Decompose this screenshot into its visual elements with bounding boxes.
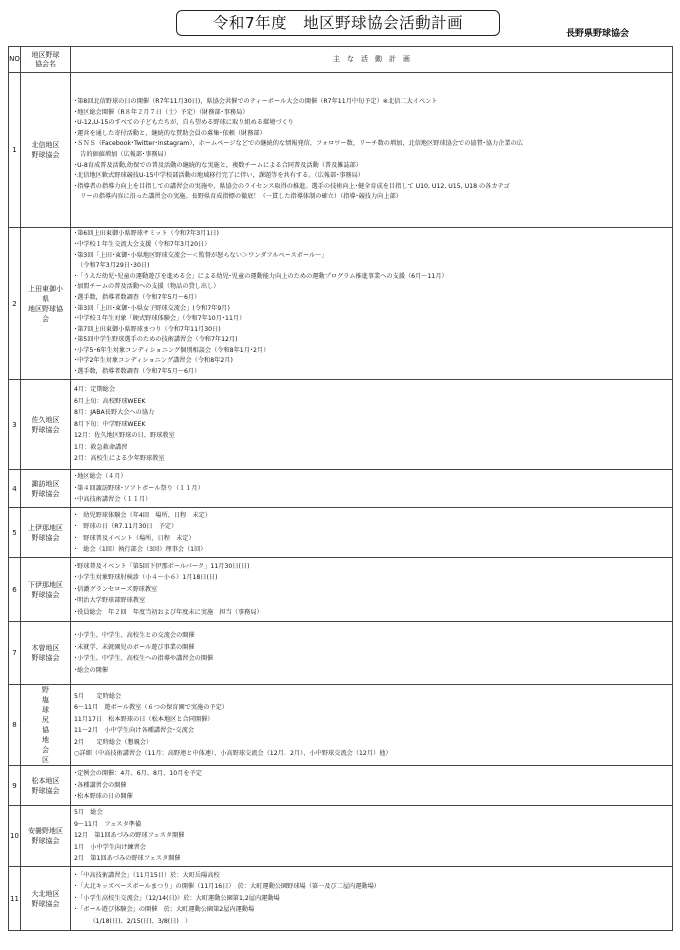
plan-line: 11～2月 小中学生向け各種講習会･交流会 — [74, 727, 195, 734]
plan-line: 告的価値増加（広報部･事務局） — [74, 151, 170, 158]
table-row — [9, 470, 673, 508]
plan-line: ･ＳＮＳ（Facebook･Twitter･Instagram），ホームページなどでの継続的な情報発信，フォロワー数，リーチ数の増加，北信地区野球協会での協賛･協力企業の広 — [74, 140, 523, 148]
activity-plan-cell — [71, 558, 673, 622]
plan-line: ･中学校３年生対象「硬式野球体験会」（令和7年10月･11月） — [74, 315, 246, 323]
table-row — [9, 508, 673, 558]
region-name: 上田東御小 県 地区野球協 会 — [21, 228, 71, 380]
table-row — [9, 558, 673, 622]
row-number: 8 — [9, 685, 21, 766]
activity-plan-cell — [71, 806, 673, 867]
plan-line: 2月 第1回あづみの野球フェスタ開催 — [74, 855, 181, 863]
plan-line: ･ 野球の日（R7.11月30日 予定） — [74, 523, 178, 530]
activity-plan-cell — [71, 766, 673, 806]
table-row — [9, 380, 673, 470]
plan-line: ･「ボール遊び体験会」の開催 於；大町運動公園第2屋内運動場 — [74, 906, 255, 914]
document-title: 令和7年度 地区野球協会活動計画 — [176, 10, 500, 36]
row-number: 7 — [9, 622, 21, 685]
plan-line: ･「うえだ幼児･児童の運動遊びを進める会」による幼児･児童の運動能力向上のための運動プログラム推進事業への支援（6月～11月） — [74, 272, 448, 280]
plan-line: ･北信地区軟式野球競技U-15中学校部活動の地域移行完了に伴い，課題等を共有する。（広報部･事務局） — [74, 172, 364, 180]
plan-line: ･「大北キッズベースボールまつり」の開催（11月16日） 於：大町運動公園野球場（第一及び二屋内運動場） — [74, 883, 380, 891]
table-row — [9, 73, 673, 228]
plan-line: ･選手数，指導者数調査（令和7年5月～6月） — [74, 293, 201, 301]
plan-line: ･定例会の開催：4月、6月、8月、10月を予定 — [74, 770, 202, 778]
plan-line: ･第8回北信野球の日の開催（R7年11月30日)，県協会共催でのティーボール大会の開催（R7年11月中旬予定）※北信二大イベント — [74, 98, 438, 106]
plan-line: 5月 総会 — [74, 809, 103, 817]
organization-name: 長野県野球協会 — [566, 29, 630, 39]
region-name: 大北地区 野球協会 — [21, 867, 71, 931]
plan-line: （令和7年3月29日･30日) — [74, 262, 150, 270]
plan-line: 6月上旬：高校野球WEEK — [74, 397, 146, 405]
plan-line: 12月 第1回あづみの野球フェスタ開催 — [74, 832, 185, 840]
plan-line: ･中高技術講習会（１１月） — [74, 496, 152, 504]
activity-plan-cell — [71, 622, 673, 685]
plan-line: ･明治大学野球部野球教室 — [74, 597, 146, 605]
table-row — [9, 766, 673, 806]
plan-line: 11月17日 松本野球の日（松本地区と合同開催） — [74, 715, 214, 723]
plan-line: ･地区総会（４月） — [74, 473, 127, 481]
row-number: 5 — [9, 508, 21, 558]
activity-plan-cell — [71, 685, 673, 766]
plan-line: ･小学生、中学生、高校生との交流会の開催 — [74, 632, 195, 639]
plan-line: ･「中高技術講習会」（11月15日）於：大町岳陽高校 — [74, 871, 220, 879]
activity-plan-cell — [71, 470, 673, 508]
row-number: 10 — [9, 806, 21, 867]
plan-line: 1月：救急救命講習 — [74, 443, 128, 451]
row-number: 11 — [9, 867, 21, 931]
plan-line: ･指導者の指導力向上を目指しての講習会の実施や，県協会のライセンス取得の推進。選手の技術向上･健全育成を目指して U10, U12, U15, U18 の各カテゴ — [74, 182, 510, 190]
row-number: 6 — [9, 558, 21, 622]
plan-line: リーの指導内容に沿った講習会の実施。長野県育成指標の徹底！（一貫した指導体制の確立）（指導･競技力向上部） — [74, 193, 402, 201]
table-row — [9, 867, 673, 931]
header-region: 地区野球 協会名 — [21, 47, 71, 73]
activity-plan-cell — [71, 867, 673, 931]
plan-line: ･ 野球普及イベント（場所、日程 未定） — [74, 534, 195, 542]
activity-plan-cell — [71, 73, 673, 228]
plan-line: ･ 総会（1回）執行部会（3回）理事会（1回） — [74, 546, 207, 553]
plan-line: ･ 幼児野球体験会（年4回 場所、日程 未定） — [74, 511, 211, 519]
plan-line: ･小学5･6年生対象コンディショニング個別相談会（令和8年1月･2月） — [74, 346, 270, 354]
plan-line: 6～11月 遊ボール教室（６つの保育園で実施の予定） — [74, 704, 228, 711]
activity-plan-cell — [71, 508, 673, 558]
plan-line: ･第3回「上田･東御･小県女子野球交流会」(令和7年9月) — [74, 304, 230, 312]
plan-line: ･役員総会 年２回 年度当初および年度末に実施 担当（事務局） — [74, 608, 263, 616]
table-body — [9, 73, 673, 931]
region-name: 安曇野地区 野球協会 — [21, 806, 71, 867]
plan-line: ･第7回上田東御小県野球まつり（令和7年11月30日) — [74, 325, 221, 333]
header-plan: 主 な 活 動 計 画 — [71, 47, 673, 73]
plan-line: ･地区総会開催（R８年２月７日（土）予定）（財務部･事務局） — [74, 108, 249, 116]
region-name: 佐久地区 野球協会 — [21, 380, 71, 470]
plan-line: ･総会の開催 — [74, 666, 109, 674]
plan-line: ･第４回諏訪野球･ソフトボール祭り（１１月） — [74, 484, 204, 492]
region-name: 下伊那地区 野球協会 — [21, 558, 71, 622]
plan-line: 1月 小中学生向け練習会 — [74, 843, 146, 851]
region-name: 諏訪地区 野球協会 — [21, 470, 71, 508]
plan-line: 12月：佐久地区野球の日、野球教室 — [74, 432, 175, 440]
plan-line: ･第6回上田東御小県野球サミット（令和7年3月1日) — [74, 230, 219, 238]
table-row — [9, 622, 673, 685]
plan-line: 8月：JABA長野大会への協力 — [74, 409, 155, 417]
header-no: NO — [9, 47, 21, 73]
plan-line: 2月 定時総会（懇親会） — [74, 738, 153, 746]
table-header-row — [9, 47, 673, 73]
plan-line: ･第3回「上田･東御･小県地区野球交流会～＜監督が怒らない＞ワンダフルベースボール～」 — [74, 251, 328, 259]
plan-line: ･U-12,U-15のすべての子どもたちが，自ら望める野球に取り組める環境づくり — [74, 119, 294, 127]
plan-line: 8月下旬：中学野球WEEK — [74, 420, 146, 428]
row-number: 3 — [9, 380, 21, 470]
plan-line: ･U-8育成普及活動,幼保での普及活動の継続的な実施と，複数チームによる合同普及活動（普及雑誌部） — [74, 161, 363, 169]
plan-line: ･小学生、中学生、高校生への指導や講習会の開催 — [74, 655, 214, 662]
plan-line: 9～11月 フェスタ準備 — [74, 820, 142, 828]
region-name: 上伊那地区 野球協会 — [21, 508, 71, 558]
plan-line: （1/18(日)、2/15(日)、3/8(日) ） — [74, 917, 192, 925]
activity-plan-table — [8, 46, 673, 931]
region-name: 野 塩 球 尻 協 地 会 区 — [21, 685, 71, 766]
table-row — [9, 806, 673, 867]
plan-line: ･選手数，指導者数調査（令和7年5月～6月） — [74, 368, 201, 376]
plan-line: ･第5回中学生野球選手のための技術講習会（令和7年12月) — [74, 336, 238, 344]
plan-line: 4月：定期総会 — [74, 386, 116, 394]
row-number: 4 — [9, 470, 21, 508]
plan-line: ･野球普及イベント「第5回下伊那ボールパーク」11月30日(日) — [74, 562, 250, 570]
row-number: 2 — [9, 228, 21, 380]
plan-line: ･運営を通した寄付活動と，継続的な賛助会員の募集･依頼（財務部） — [74, 129, 266, 137]
region-name: 木曽地区 野球協会 — [21, 622, 71, 685]
row-number: 1 — [9, 73, 21, 228]
plan-line: ･「小学生高校生交流会」（12/14(日)）於：大町運動公園第1,2屋内運動場 — [74, 894, 280, 902]
row-number: 9 — [9, 766, 21, 806]
region-name: 松本地区 野球協会 — [21, 766, 71, 806]
activity-plan-cell — [71, 228, 673, 380]
plan-line: ･加盟チームの普及活動への支援（物品の貸し出し） — [74, 283, 220, 291]
plan-line: ･小学生対象野球肘検診（小４～小６）1月18日(日) — [74, 574, 218, 582]
plan-line: ･中学校１年生交流大会支援（令和7年3月20日） — [74, 240, 211, 248]
region-name: 北信地区 野球協会 — [21, 73, 71, 228]
plan-line: ･各種講習会の開催 — [74, 781, 127, 789]
plan-line: 2月：高校生による少年野球教室 — [74, 455, 165, 463]
plan-line: ･信濃グランセローズ野球教室 — [74, 585, 158, 593]
plan-line: 5月 定時総会 — [74, 692, 122, 700]
plan-line: ･松本野球の日の開催 — [74, 793, 133, 801]
plan-line: ･未就学、未就園児のボール遊び事業の開催 — [74, 643, 195, 651]
table-row — [9, 685, 673, 766]
table-row — [9, 228, 673, 380]
plan-line: ･中学2年生対象コンディショニング講習会（令和8年2月) — [74, 357, 233, 365]
plan-line: ○詳細（中高技術講習会（11月：高野連と中体連）、小高野球交流会（12月．2月）、小中野球交流会（12月）他） — [74, 750, 392, 757]
activity-plan-cell — [71, 380, 673, 470]
